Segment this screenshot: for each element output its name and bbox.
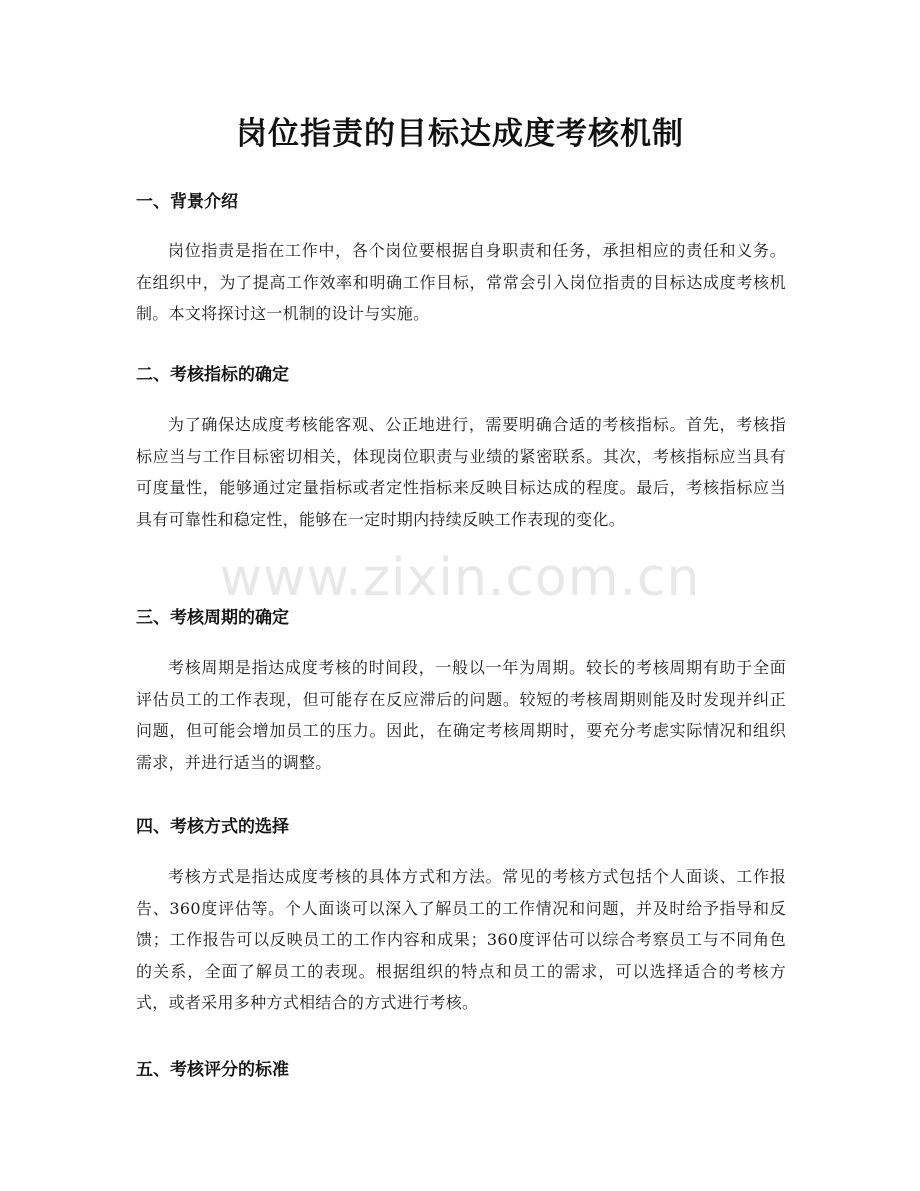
section-paragraph-cycle: 考核周期是指达成度考核的时间段，一般以一年为周期。较长的考核周期有助于全面评估员工的工作表现，但可能存在反应滞后的问题。较短的考核周期则能及时发现并纠正问题，但可能会增加员工的压力。因此，在确定考核周期时，要充分考虑实际情况和组织需求，并进行适当的调整。 [136,658,786,772]
document-title: 岗位指责的目标达成度考核机制 [236,116,684,152]
section-paragraph-indicators: 为了确保达成度考核能客观、公正地进行，需要明确合适的考核指标。首先，考核指标应当与工作目标密切相关，体现岗位职责与业绩的紧密联系。其次，考核指标应当具有可度量性，能够通过定量指标或者定性指标来反映目标达成的程度。最后，考核指标应当具有可靠性和稳定性，能够在一定时期内持续反映工作表现的变化。 [136,415,786,529]
section-heading-indicators: 二、考核指标的确定 [136,365,289,385]
section-heading-method: 四、考核方式的选择 [136,817,289,837]
watermark: www.zixin.com.cn [219,548,701,608]
section-heading-scoring: 五、考核评分的标准 [136,1060,289,1080]
section-paragraph-background: 岗位指责是指在工作中，各个岗位要根据自身职责和任务，承担相应的责任和义务。在组织中，为了提高工作效率和明确工作目标，常常会引入岗位指责的目标达成度考核机制。本文将探讨这一机制的设计与实施。 [136,241,786,323]
section-heading-background: 一、背景介绍 [136,192,238,212]
section-paragraph-method: 考核方式是指达成度考核的具体方式和方法。常见的考核方式包括个人面谈、工作报告、360度评估等。个人面谈可以深入了解员工的工作情况和问题，并及时给予指导和反馈；工作报告可以反映员工的工作内容和成果；360度评估可以综合考察员工与不同角色的关系，全面了解员工的表现。根据组织的特点和员工的需求，可以选择适合的考核方式，或者采用多种方式相结合的方式进行考核。 [136,867,786,1012]
section-heading-cycle: 三、考核周期的确定 [136,608,289,628]
